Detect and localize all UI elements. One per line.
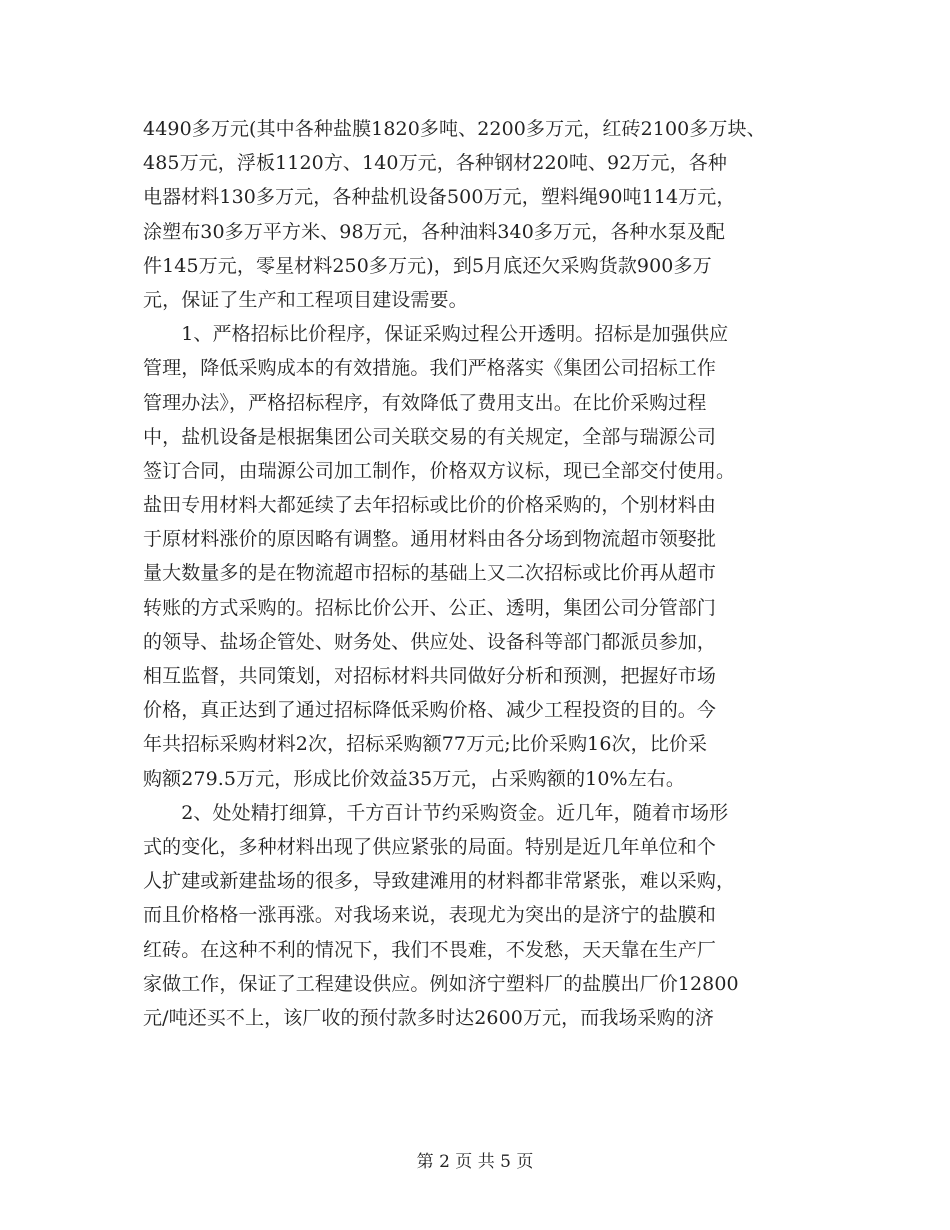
text-line: 式的变化，多种材料出现了供应紧张的局面。特别是近几年单位和个 xyxy=(143,835,717,858)
text-line: 的领导、盐场企管处、财务处、供应处、设备科等部门都派员参加， xyxy=(143,630,717,653)
text-line: 2、处处精打细算，千方百计节约采购资金。近几年，随着市场形 xyxy=(143,801,729,824)
text-line: 485万元，浮板1120方、140万元，各种钢材220吨、92万元，各种 xyxy=(143,152,727,175)
text-line: 盐田专用材料大都延续了去年招标或比价的价格采购的，个别材料由 xyxy=(143,494,717,517)
text-line: 量大数量多的是在物流超市招标的基础上又二次招标或比价再从超市 xyxy=(143,562,717,585)
page-number-footer: 第 2 页 共 5 页 xyxy=(416,1152,534,1172)
document-body xyxy=(143,112,811,1035)
text-line: 人扩建或新建盐场的很多，导致建滩用的材料都非常紧张，难以采购， xyxy=(143,870,736,893)
text-line: 家做工作，保证了工程建设供应。例如济宁塑料厂的盐膜出厂价12800 xyxy=(143,972,739,995)
text-line: 而且价格格一涨再涨。对我场来说，表现尤为突出的是济宁的盐膜和 xyxy=(143,904,717,927)
text-line: 件145万元，零星材料250多万元)，到5月底还欠采购货款900多万 xyxy=(143,254,712,277)
text-line: 价格，真正达到了通过招标降低采购价格、减少工程投资的目的。今 xyxy=(143,699,717,722)
text-line: 于原材料涨价的原因略有调整。通用材料由各分场到物流超市领娶批 xyxy=(143,528,717,551)
paragraph-3 xyxy=(143,796,811,1035)
text-line: 电器材料130多万元，各种盐机设备500万元，塑料绳90吨114万元， xyxy=(143,186,736,209)
text-line: 1、严格招标比价程序，保证采购过程公开透明。招标是加强供应 xyxy=(143,323,729,346)
text-line: 元，保证了生产和工程项目建设需要。 xyxy=(143,288,468,311)
text-line: 购额279.5万元，形成比价效益35万元，占采购额的10%左右。 xyxy=(143,767,686,790)
text-line: 涂塑布30多万平方米、98万元，各种油料340多万元，各种水泵及配 xyxy=(143,220,725,243)
text-line: 管理办法》，严格招标程序，有效降低了费用支出。在比价采购过程 xyxy=(143,391,707,414)
text-line: 中，盐机设备是根据集团公司关联交易的有关规定，全部与瑞源公司 xyxy=(143,425,717,448)
text-line: 4490多万元(其中各种盐膜1820多吨、2200多万元，红砖2100多万块、 xyxy=(143,118,766,140)
text-line: 元/吨还买不上，该厂收的预付款多时达2600万元，而我场采购的济 xyxy=(143,1006,714,1029)
text-line: 管理，降低采购成本的有效措施。我们严格落实《集团公司招标工作 xyxy=(143,357,717,380)
text-line: 转账的方式采购的。招标比价公开、公正、透明，集团公司分管部门 xyxy=(143,596,717,619)
text-line: 年共招标采购材料2次，招标采购额77万元;比价采购16次，比价采 xyxy=(143,733,708,756)
text-line: 相互监督，共同策划，对招标材料共同做好分析和预测，把握好市场 xyxy=(143,665,717,687)
text-line: 签订合同，由瑞源公司加工制作，价格双方议标，现已全部交付使用。 xyxy=(143,459,736,482)
text-line: 红砖。在这种不利的情况下，我们不畏难，不发愁，天天靠在生产厂 xyxy=(143,938,717,961)
paragraph-2 xyxy=(143,317,811,796)
paragraph-1 xyxy=(143,112,811,317)
